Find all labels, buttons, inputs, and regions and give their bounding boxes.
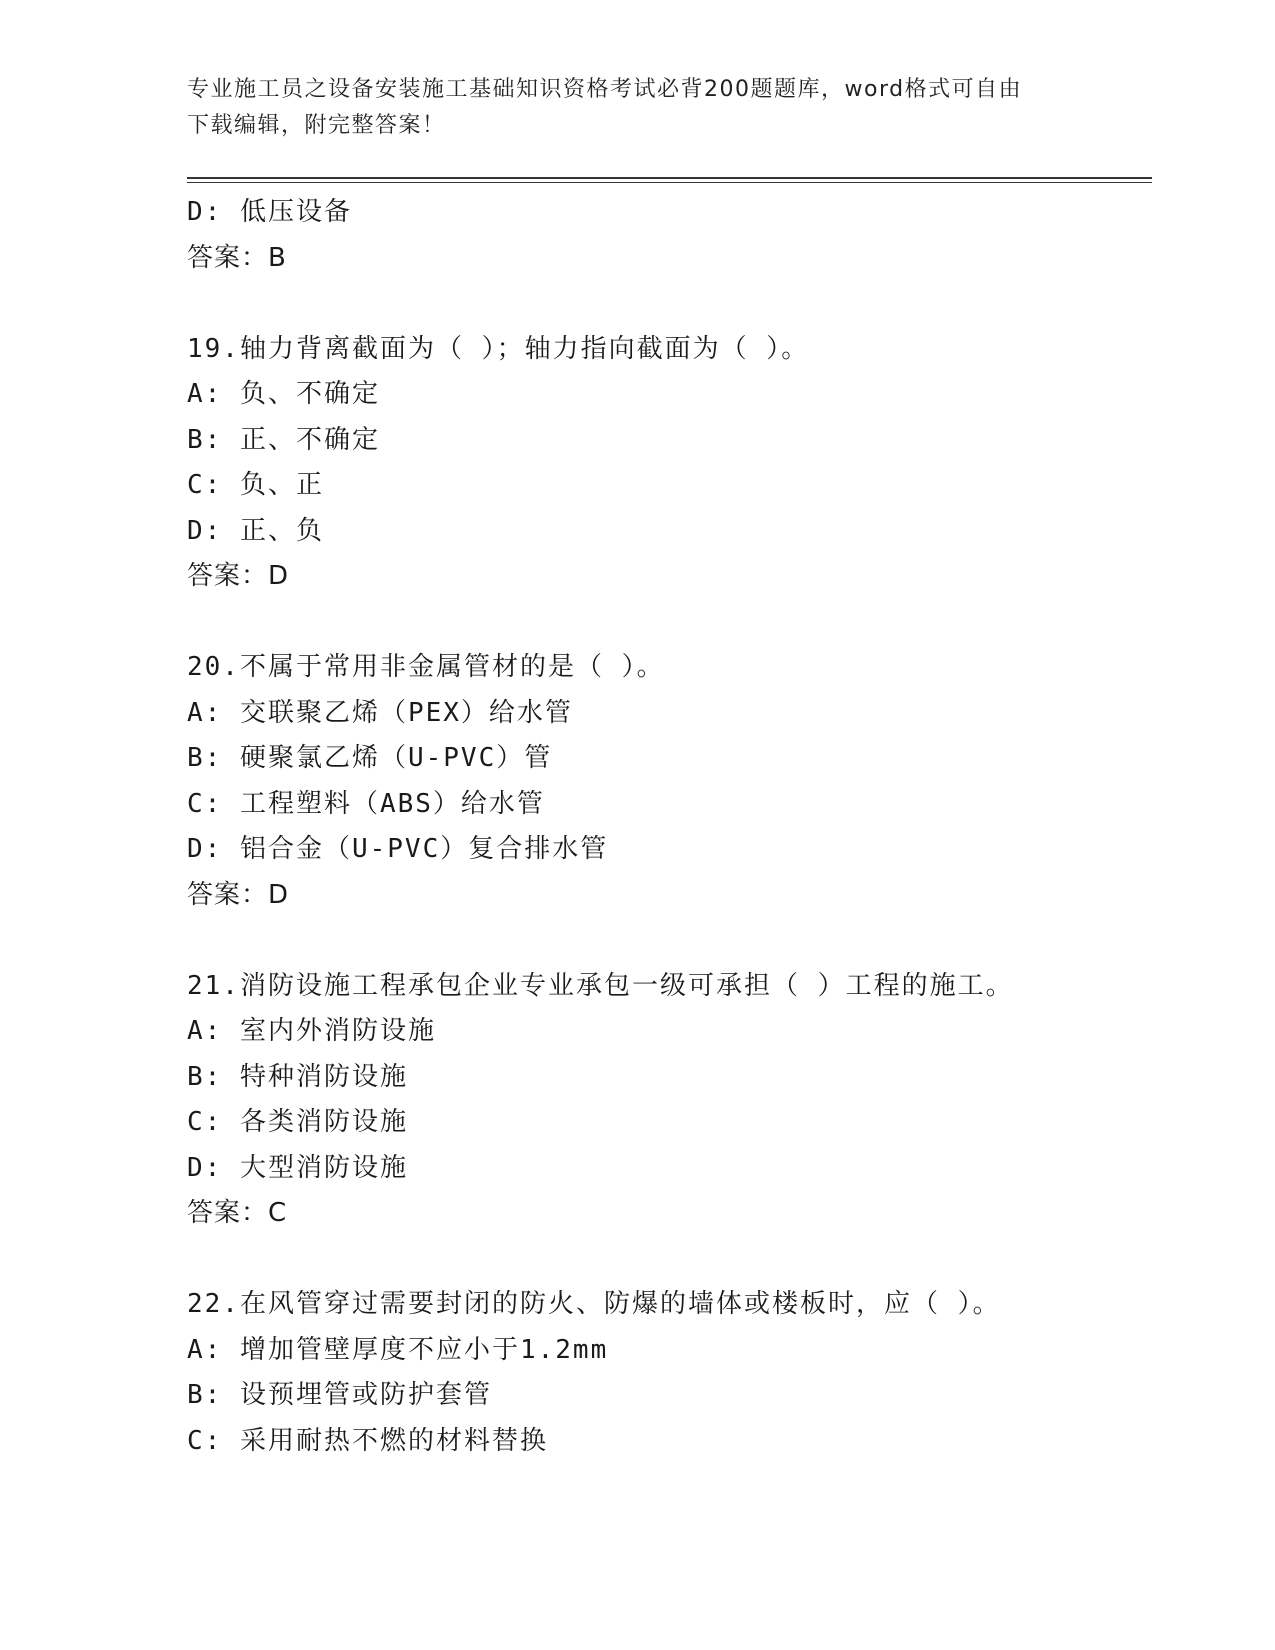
option-a: A: 室内外消防设施: [187, 1016, 436, 1046]
option-c: C: 采用耐热不燃的材料替换: [187, 1425, 548, 1456]
answer: 答案：D: [187, 879, 290, 910]
spacer: [187, 600, 1167, 646]
question-stem: 19.轴力背离截面为（ ）；轴力指向截面为（ ）。: [187, 333, 810, 364]
answer: 答案：C: [187, 1198, 288, 1228]
option-c: C: 工程塑料（ABS）给水管: [187, 788, 545, 819]
document-header: [187, 72, 1087, 144]
question-block: [187, 1282, 1167, 1464]
option-d: D: 正、负: [187, 515, 324, 546]
header-rule-thin: [187, 182, 1152, 183]
spacer: [187, 281, 1167, 327]
answer: 答案：B: [187, 242, 287, 273]
answer: 答案：D: [187, 561, 290, 591]
option-a: A: 增加管壁厚度不应小于1.2mm: [187, 1334, 609, 1365]
question-block: [187, 964, 1167, 1237]
option-b: B: 硬聚氯乙烯（U-PVC）管: [187, 743, 553, 773]
option-b: B: 特种消防设施: [187, 1061, 408, 1092]
question-stem: 21.消防设施工程承包企业专业承包一级可承担（ ）工程的施工。: [187, 970, 1014, 1001]
question-block: [187, 645, 1167, 918]
option-a: A: 负、不确定: [187, 379, 380, 409]
header-line-2: 下载编辑，附完整答案！: [187, 113, 446, 138]
option-b: B: 正、不确定: [187, 424, 380, 455]
header-line-1: 专业施工员之设备安装施工基础知识资格考试必背200题题库，word格式可自由: [187, 77, 1023, 102]
question-list: [187, 190, 1167, 1464]
question-stem: 22.在风管穿过需要封闭的防火、防爆的墙体或楼板时，应（ ）。: [187, 1289, 1001, 1319]
option-c: C: 负、正: [187, 470, 324, 500]
option-c: C: 各类消防设施: [187, 1107, 408, 1137]
question-block: [187, 327, 1167, 600]
header-rule-thick: [187, 177, 1152, 179]
option-a: A: 交联聚乙烯（PEX）给水管: [187, 697, 573, 728]
spacer: [187, 918, 1167, 964]
question-stem: 20.不属于常用非金属管材的是（ ）。: [187, 652, 665, 682]
option-d: D: 低压设备: [187, 197, 352, 227]
option-d: D: 大型消防设施: [187, 1152, 408, 1183]
option-d: D: 铝合金（U-PVC）复合排水管: [187, 834, 609, 864]
option-b: B: 设预埋管或防护套管: [187, 1380, 492, 1410]
spacer: [187, 1237, 1167, 1283]
